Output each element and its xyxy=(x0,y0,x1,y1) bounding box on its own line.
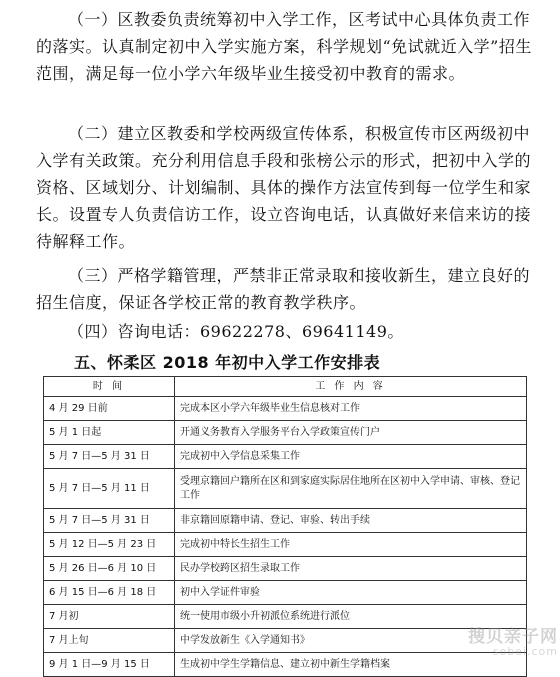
row-time: 5 月 1 日起 xyxy=(44,421,175,445)
schedule-table xyxy=(43,376,527,677)
row-content: 中学发放新生《入学通知书》 xyxy=(175,629,527,653)
watermark-logo-text: 搜贝亲子网 xyxy=(468,627,558,647)
row-time: 5 月 7 日—5 月 11 日 xyxy=(44,469,175,509)
table-row xyxy=(44,557,527,581)
paragraph-1: （一）区教委负责统筹初中入学工作，区考试中心具体负责工作的落实。认真制定初中入学实施方案，科学规划“免试就近入学”招生范围，满足每一位小学六年级毕业生接受初中教育的需求。 xyxy=(36,10,532,83)
row-content: 非京籍回原籍申请、登记、审验、转出手续 xyxy=(175,509,527,533)
row-content: 初中入学证件审验 xyxy=(175,581,527,605)
header-time: 时 间 xyxy=(44,377,175,397)
table-row xyxy=(44,509,527,533)
row-time: 4 月 29 日前 xyxy=(44,397,175,421)
table-row xyxy=(44,605,527,629)
table-row xyxy=(44,421,527,445)
row-content: 受理京籍回户籍所在区和到家庭实际居住地所在区初中入学申请、审核、登记工作 xyxy=(175,469,527,509)
row-content: 生成初中学生学籍信息、建立初中新生学籍档案 xyxy=(175,653,527,677)
paragraph-2: （二）建立区教委和学校两级宣传体系，积极宣传市区两级初中入学有关政策。充分利用信息手段和张榜公示的形式，把初中入学的资格、区域划分、计划编制、具体的操作方法宣传到每一位学生和家长。设置专人负责信访工作，设立咨询电话，认真做好来信来访的接待解释工作。 xyxy=(36,124,532,251)
paragraph-3: （三）严格学籍管理，严禁非正常录取和接收新生，建立良好的招生信度，保证各学校正常的教育教学秩序。 xyxy=(36,266,531,312)
watermark-url-text: sobei.com xyxy=(492,645,558,658)
table-header-row xyxy=(44,377,527,397)
row-content: 民办学校跨区招生录取工作 xyxy=(175,557,527,581)
table-row xyxy=(44,533,527,557)
row-time: 9 月 1 日—9 月 15 日 xyxy=(44,653,175,677)
row-content: 开通义务教育入学服务平台入学政策宣传门户 xyxy=(175,421,527,445)
table-row xyxy=(44,653,527,677)
row-time: 7 月上旬 xyxy=(44,629,175,653)
row-time: 6 月 15 日—6 月 18 日 xyxy=(44,581,175,605)
table-row xyxy=(44,629,527,653)
paragraph-4: （四）咨询电话：69622278、69641149。 xyxy=(68,322,404,341)
row-content: 统一使用市级小升初派位系统进行派位 xyxy=(175,605,527,629)
row-content: 完成初中入学信息采集工作 xyxy=(175,445,527,469)
row-content: 完成本区小学六年级毕业生信息核对工作 xyxy=(175,397,527,421)
row-time: 5 月 26 日—6 月 10 日 xyxy=(44,557,175,581)
row-time: 7 月初 xyxy=(44,605,175,629)
row-time: 5 月 7 日—5 月 31 日 xyxy=(44,509,175,533)
table-row xyxy=(44,445,527,469)
site-watermark xyxy=(458,628,558,660)
header-content: 工 作 内 容 xyxy=(175,377,527,397)
row-time: 5 月 7 日—5 月 31 日 xyxy=(44,445,175,469)
table-row xyxy=(44,581,527,605)
table-row xyxy=(44,397,527,421)
row-time: 5 月 12 日—5 月 23 日 xyxy=(44,533,175,557)
row-content: 完成初中特长生招生工作 xyxy=(175,533,527,557)
table-row xyxy=(44,469,527,509)
section-title: 五、怀柔区 2018 年初中入学工作安排表 xyxy=(74,353,381,372)
